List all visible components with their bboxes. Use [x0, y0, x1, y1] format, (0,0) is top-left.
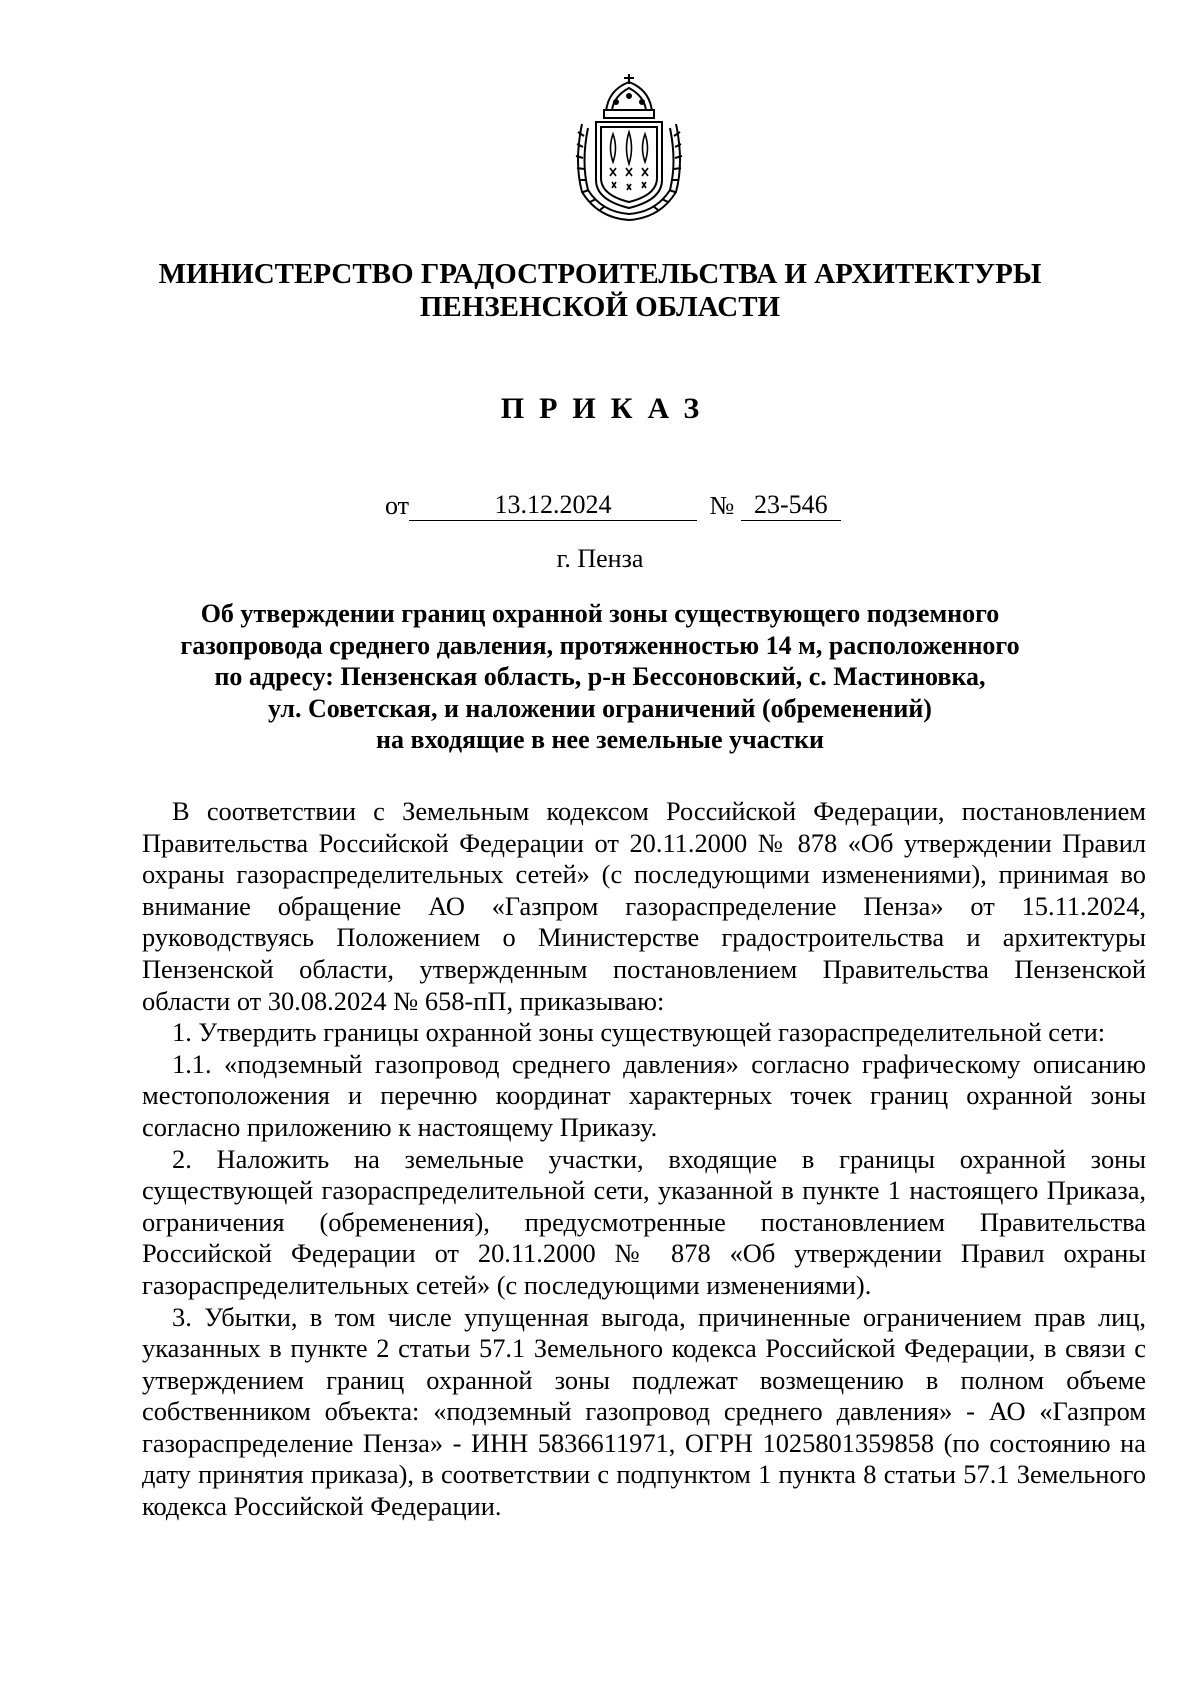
item-3: 3. Убытки, в том числе упущенная выгода, причиненные ограничением прав лиц, указанных в пункте 2 статьи 57.1 Земельного кодекса Российской Федерации, в связи с утверждением границ охранной зоны подлежат возмещению в полном объеме собственником объекта: «подземный газопровод среднего давления» - АО «Газпром газораспределение Пенза» - ИНН 5836611971, ОГРН 1025801359858 (по состоянию на дату принятия приказа), в соответствии с подпунктом 1 пункта 8 статьи 57.1 Земельного кодекса Российской Федерации. — [142, 1301, 1146, 1522]
item-1-1: 1.1. «подземный газопровод среднего давления» согласно графическому описанию местоположения и перечню координат характерных точек границ охранной зоны согласно приложению к настоящему Приказу. — [142, 1048, 1146, 1142]
document-type-title: ПРИКАЗ — [500, 392, 715, 425]
subject-line-3: по адресу: Пензенская область, р-н Бессоновский, с. Мастиновка, — [214, 662, 986, 691]
item-2: 2. Наложить на земельные участки, входящие в границы охранной зоны существующей газораспределительной сети, указанной в пункте 1 настоящего Приказа, ограничения (обременения), предусмотренные постановлением Правительства Российской Федерации от 20.11.2000 № 878 «Об утверждении Правил охраны газораспределительных сетей» (с последующими изменениями). — [142, 1143, 1146, 1300]
subject-line-1: Об утверждении границ охранной зоны существующего подземного — [200, 599, 1000, 628]
intro-paragraph: В соответствии с Земельным кодексом Российской Федерации, постановлением Правительства Российской Федерации от 20.11.2000 № 878 «Об утверждении Правил охраны газораспределительных сетей» (с последующими изменениями), принимая во внимание обращение АО «Газпром газораспределение Пенза» от 15.11.2024, руководствуясь Положением о Министерстве градостроительства и архитектуры Пензенской области, утвержденным постановлением Правительства Пензенской области от 30.08.2024 № 658-пП, приказываю: — [142, 796, 1146, 1016]
date-number-line — [385, 490, 841, 522]
document-body — [142, 796, 1146, 1523]
subject-line-5: на входящие в нее земельные участки — [376, 725, 824, 754]
org-line-2: ПЕНЗЕНСКОЙ ОБЛАСТИ — [419, 291, 781, 323]
document-number: 23-546 — [741, 490, 841, 521]
document-subject — [0, 598, 1200, 756]
org-line-1: МИНИСТЕРСТВО ГРАДОСТРОИТЕЛЬСТВА И АРХИТЕКТУРЫ — [158, 258, 1042, 290]
date-prefix: от — [385, 491, 410, 520]
document-date: 13.12.2024 — [409, 490, 697, 521]
subject-line-2: газопровода среднего давления, протяженностью 14 м, расположенного — [180, 630, 1020, 660]
number-prefix: № — [709, 491, 735, 520]
subject-line-4: ул. Советская, и наложении ограничений (обременений) — [268, 693, 932, 723]
organization-name — [0, 258, 1200, 324]
item-1: 1. Утвердить границы охранной зоны существующей газораспределительной сети: — [172, 1017, 1106, 1048]
city: г. Пенза — [556, 544, 644, 573]
penza-oblast-coat-of-arms-icon — [568, 72, 690, 222]
